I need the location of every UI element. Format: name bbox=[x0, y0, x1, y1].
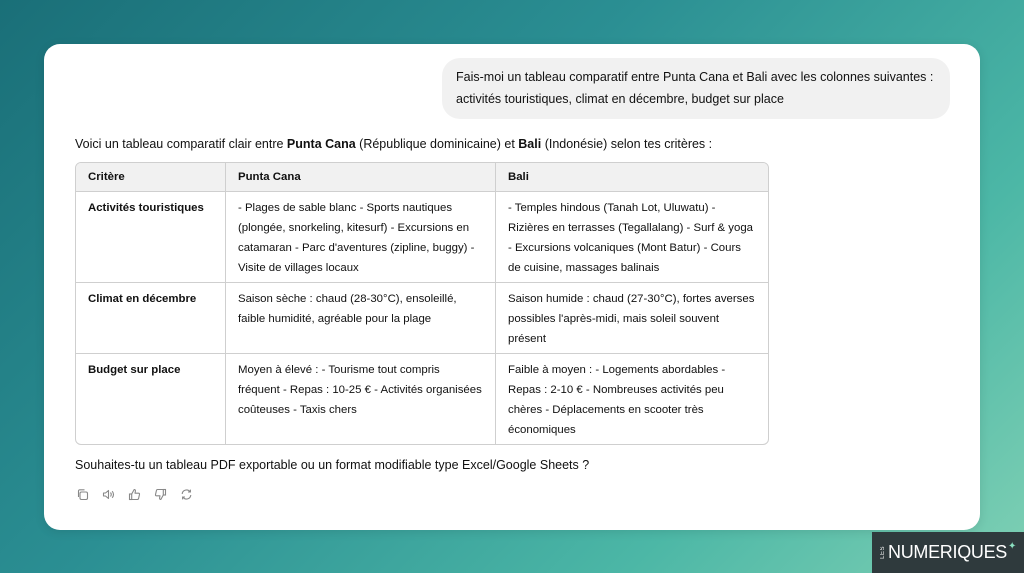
assistant-followup-question: Souhaites-tu un tableau PDF exportable ou un format modifiable type Excel/Google Sheets ? bbox=[75, 458, 590, 472]
row-criterion: Climat en décembre bbox=[76, 283, 225, 354]
comparison-table bbox=[75, 162, 769, 445]
message-actions bbox=[75, 487, 935, 501]
header-bali: Bali bbox=[495, 163, 768, 192]
row-criterion: Budget sur place bbox=[88, 364, 181, 376]
logo-les-text: LES bbox=[880, 546, 886, 559]
les-numeriques-logo bbox=[872, 532, 1024, 573]
intro-prefix: Voici un tableau comparatif clair entre bbox=[75, 137, 287, 151]
header-punta-cana: Punta Cana bbox=[225, 163, 495, 192]
row-criterion: Activités touristiques bbox=[76, 192, 225, 283]
logo-numeriques-text: NUMERIQUES bbox=[888, 542, 1008, 562]
table-row bbox=[76, 192, 768, 283]
thumbs-down-icon[interactable] bbox=[153, 487, 167, 501]
user-message-line-1: Fais-moi un tableau comparatif entre Punta Cana et Bali avec les colonnes suivantes : bbox=[456, 70, 934, 84]
row-punta-cana-cell: - Plages de sable blanc - Sports nautiques (plongée, snorkeling, kitesurf) - Excursions en catamaran - Parc d'aventures (zipline, buggy) - Visite de villages locaux bbox=[225, 192, 495, 283]
table-row bbox=[76, 283, 768, 354]
row-punta-cana-cell: Moyen à élevé : - Tourisme tout compris fréquent - Repas : 10-25 € - Activités organisées coûteuses - Taxis chers bbox=[225, 354, 495, 444]
chat-panel bbox=[44, 44, 980, 530]
star-icon: ✦ bbox=[1008, 541, 1017, 552]
intro-place1-suffix: (République dominicaine) et bbox=[355, 137, 519, 151]
row-bali-cell: Faible à moyen : - Logements abordables - Repas : 2-10 € - Nombreuses activités peu chères - Déplacements en scooter très économiques bbox=[495, 354, 768, 444]
row-punta-cana-cell: Saison sèche : chaud (28-30°C), ensoleillé, faible humidité, agréable pour la plage bbox=[225, 283, 495, 354]
assistant-message bbox=[75, 134, 935, 501]
user-message-bubble bbox=[442, 58, 950, 119]
header-criterion: Critère bbox=[76, 163, 225, 192]
user-message-line-2: activités touristiques, climat en décembre, budget sur place bbox=[456, 92, 784, 106]
copy-icon[interactable] bbox=[75, 487, 89, 501]
read-aloud-icon[interactable] bbox=[101, 487, 115, 501]
table-header-row bbox=[76, 163, 768, 192]
table-row bbox=[76, 354, 768, 444]
row-bali-cell: - Temples hindous (Tanah Lot, Uluwatu) - Rizières en terrasses (Tegallalang) - Surf & yoga - Excursions volcaniques (Mont Batur) - Cours de cuisine, massages balinais bbox=[495, 192, 768, 283]
assistant-intro bbox=[75, 134, 935, 154]
intro-place2-suffix: (Indonésie) selon tes critères : bbox=[541, 137, 713, 151]
intro-place-bali: Bali bbox=[518, 137, 542, 151]
intro-place-punta-cana: Punta Cana bbox=[286, 137, 356, 151]
regenerate-icon[interactable] bbox=[179, 487, 193, 501]
row-bali-cell: Saison humide : chaud (27-30°C), fortes averses possibles l'après-midi, mais soleil souvent présent bbox=[495, 283, 768, 354]
thumbs-up-icon[interactable] bbox=[127, 487, 141, 501]
